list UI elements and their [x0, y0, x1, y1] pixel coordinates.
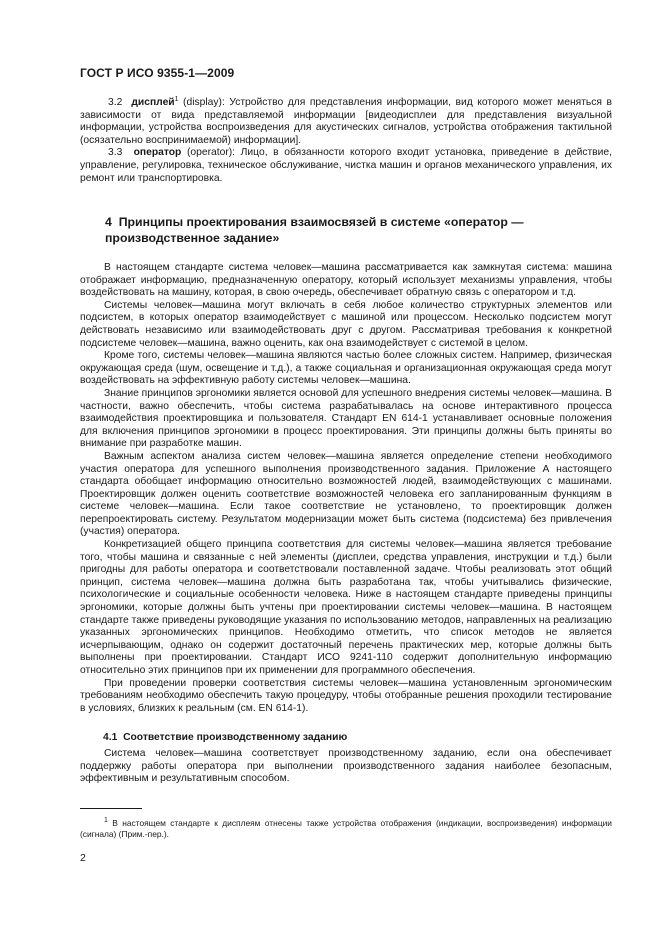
term-name: дисплей [131, 97, 175, 108]
section-4-heading [105, 214, 575, 246]
term-definition: (operator): Лицо, в обязанности которого входит установка, приведение в действие, управление, регулировка, техническое обслуживание, чистка машин и органов механического управления, их ремонт или транспортировка. [80, 147, 612, 184]
paragraph: Важным аспектом анализа систем человек—машина является определение степени необходимого участия оператора для успешного выполнения производственного задания. Приложение А настоящего стандарта обобщает информацию относительно возможностей людей, взаимодействующих с машинами. Проектировщик должен оценить соответствие возможностей человека его запланированным функциям в системе человек—машина. Если такое соответствие не установлено, то проектировщик должен перепроектировать систему. Результатом модернизации может быть система (подсистема) без привлечения (участия) оператора. [80, 450, 612, 538]
definition-3-2 [80, 97, 612, 147]
document-header: ГОСТ Р ИСО 9355-1—2009 [80, 66, 235, 80]
section-number: 4.1 [103, 732, 118, 743]
footnote-mark: 1 [104, 817, 108, 824]
paragraph: В настоящем стандарте система человек—машина рассматривается как замкнутая система: машина отображает информацию, предназначенную оператору, который использует механизмы управления, чтобы воздействовать на машину, которая, в свою очередь, обеспечивает обратную связь с оператором и т.д. [80, 262, 612, 299]
footnote-text: В настоящем стандарте к дисплеям отнесены также устройства отображения (индикации, воспроизведения) информации (сигнала) (Прим.-пер.). [80, 818, 612, 839]
section-4-body [80, 262, 612, 715]
page-number: 2 [80, 852, 86, 864]
section-4-1-body [80, 748, 612, 786]
footnote [80, 818, 612, 840]
paragraph: Конкретизацией общего принципа соответствия для системы человек—машина является требование того, чтобы машина и связанные с ней элементы (дисплеи, средства управления, инструкции и т.д.) были пригодны для работы оператора и соответствовали поставленной задаче. Чтобы реализовать этот общий принцип, система человек—машина должна быть разработана так, чтобы учитывались физические, психологические и социальные особенности человека. Ниже в настоящем стандарте приведены принципы эргономики, которые должны быть учтены при проектировании системы человек—машина. В настоящем стандарте также приведены руководящие указания по использованию методов, направленных на реализацию указанных эргономических принципов. Необходимо отметить, что список методов не является исчерпывающим, однако он содержит достаточный перечень практических мер, которые должны быть выполнены при проектировании. Стандарт ИСО 9241-110 содержит дополнительную информацию относительно этих принципов при их применении для программного обеспечения. [80, 539, 612, 676]
section-title: Принципы проектирования взаимосвязей в системе «оператор — производственное задание» [105, 215, 524, 245]
section-number: 4 [105, 215, 112, 229]
definition-3-3 [80, 147, 612, 185]
section-title: Соответствие производственному заданию [123, 732, 348, 743]
paragraph: Система человек—машина соответствует производственному заданию, если она обеспечивает поддержку работы оператора при выполнении производственного задания наиболее безопасным, эффективным и результативным способом. [80, 748, 612, 785]
definitions-block [80, 97, 612, 185]
term-number: 3.3 [108, 147, 123, 159]
term-name: оператор [133, 147, 182, 159]
paragraph: Системы человек—машина могут включать в себя любое количество структурных элементов или подсистем, в которых оператор взаимодействует с машиной или процессом. Несколько подсистем могут действовать независимо или взаимодействовать друг с другом. Рассматривая требования к конкретной подсистеме человек—машина, важно оценить, как она взаимодействует с системой в целом. [80, 299, 612, 349]
term-number: 3.2 [108, 97, 123, 108]
paragraph: Знание принципов эргономики является основой для успешного внедрения системы человек—машина. В частности, важно обеспечить, чтобы система разрабатывалась на основе интерактивного процесса взаимодействия проектировщика и пользователя. Стандарт EN 614-1 устанавливает основные положения для включения принципов эргономики в процесс проектирования. Эти принципы должны быть приняты во внимание при разработке машин. [80, 387, 612, 450]
section-4-1-heading [103, 732, 347, 743]
paragraph: Кроме того, системы человек—машина являются частью более сложных систем. Например, физическая окружающая среда (шум, освещение и т.д.), а также социальная и организационная окружающая среда могут воздействовать на эффективную работу системы человек—машина. [80, 350, 612, 387]
paragraph: При проведении проверки соответствия системы человек—машина установленным эргономическим требованиям необходимо обеспечить такую процедуру, чтобы отобранные решения проходили тестирование в условиях, близких к реальным (см. EN 614-1). [80, 677, 612, 714]
footnote-divider [80, 808, 142, 809]
footnote-ref: 1 [174, 96, 179, 103]
term-definition: (display): Устройство для представления информации, вид которого может меняться в зависимости от вида представляемой информации [видеодисплеи для представления визуальной информации, устройства воспроизведения для акустических сигналов, устройства отображения тактильной (осязательно воспринимаемой) информации]. [80, 97, 612, 146]
